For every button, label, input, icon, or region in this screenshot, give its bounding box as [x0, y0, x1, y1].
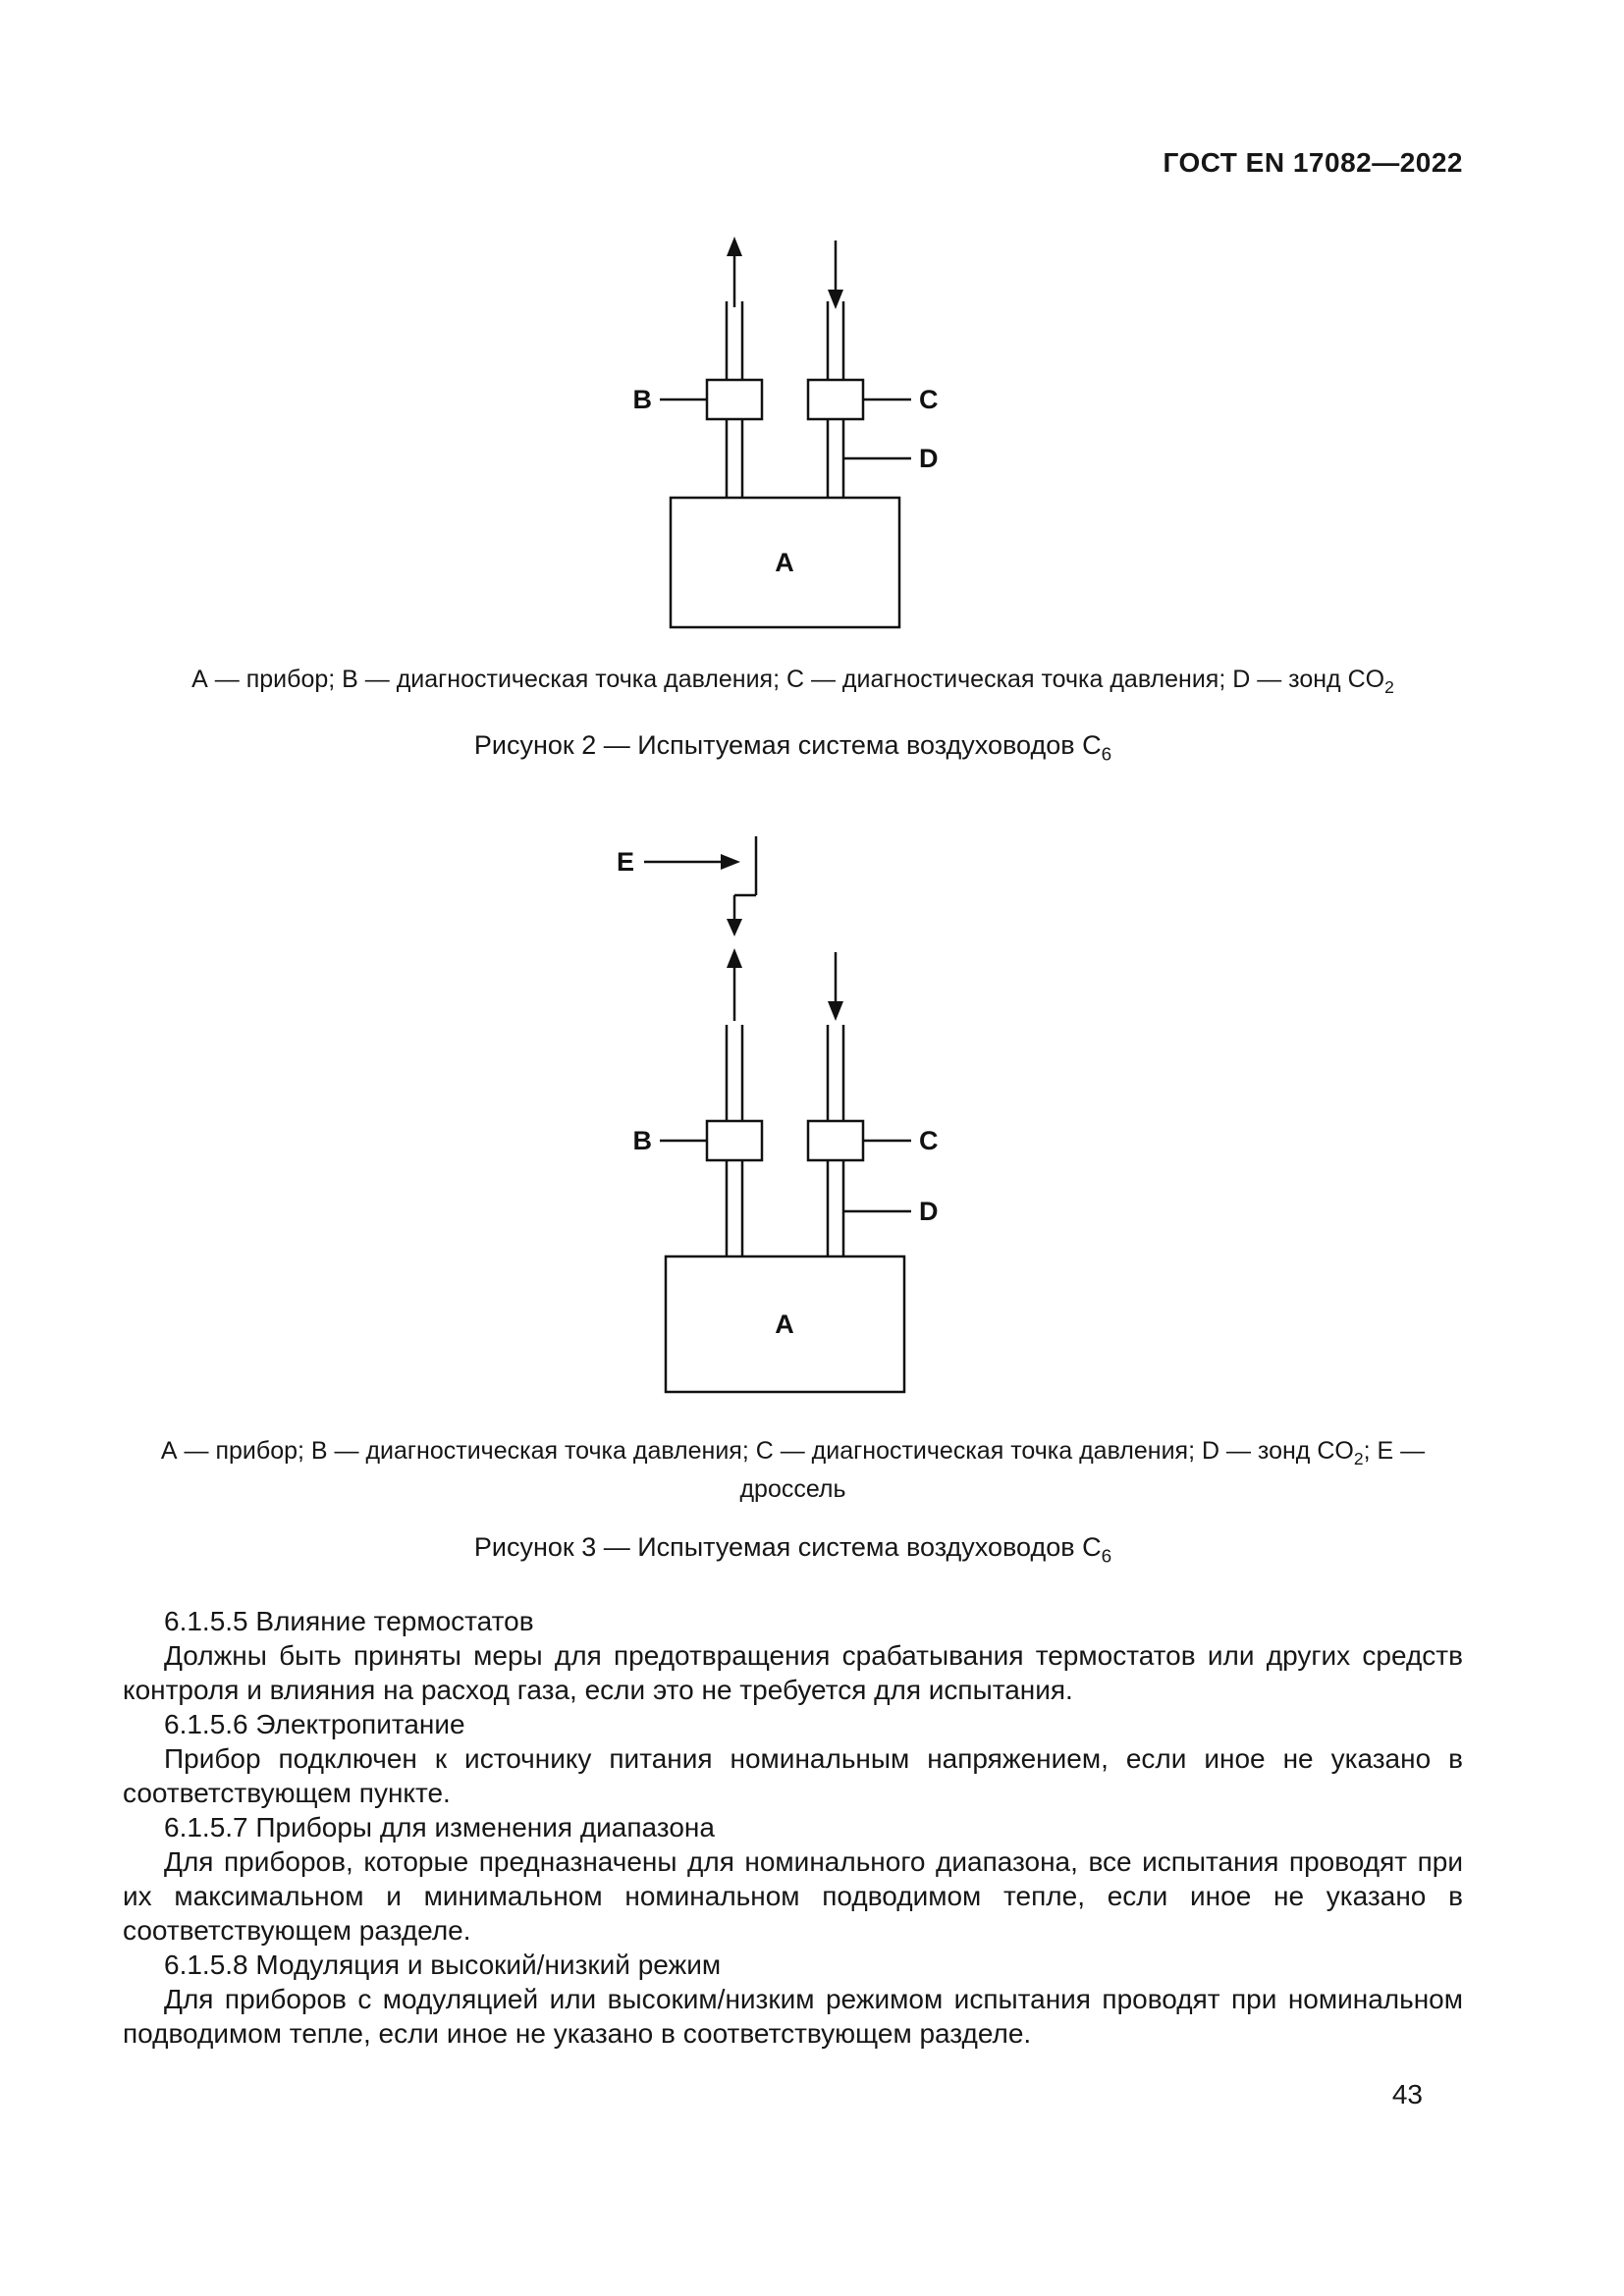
figure2-svg: [597, 233, 990, 630]
figure2-caption: [123, 728, 1463, 772]
fig2-label-d: D: [918, 444, 938, 473]
fig3-label-d: D: [918, 1197, 938, 1227]
fig3-label-e: E: [616, 847, 634, 878]
figure2-caption-subscript: 6: [1101, 744, 1112, 766]
figure2-legend-subscript: 2: [1384, 677, 1394, 697]
fig3-outlet-arrowhead-up: [727, 948, 742, 968]
fig2-label-c: C: [918, 385, 938, 414]
fig3-e-arrowhead-right: [721, 854, 740, 870]
body-text: [123, 1604, 1463, 2051]
figure2-legend-text: А — прибор; B — диагностическая точка давления; C — диагностическая точка давления; D — зонд CO: [191, 666, 1385, 693]
clause-6-1-5-8-title: 6.1.5.8 Модуляция и высокий/низкий режим: [164, 1949, 722, 1980]
fig3-inlet-arrowhead-down: [828, 1001, 843, 1021]
fig3-pressure-tap-c: [808, 1121, 863, 1160]
figure3-diagram: [123, 832, 1463, 1407]
figure3-legend-text: А — прибор; B — диагностическая точка давления; C — диагностическая точка давления; D — зонд CO: [160, 1437, 1354, 1466]
figure2-caption-text: Рисунок 2 — Испытуемая система воздуховодов C: [473, 730, 1102, 760]
clause-6-1-5-8-text: Для приборов с модуляцией или высоким/низким режимом испытания проводят при номинальном подводимом тепле, если иное не указано в соответствующем разделе.: [123, 1983, 1463, 2049]
fig2-label-b: B: [632, 385, 652, 414]
figure3-legend-subscript: 2: [1353, 1449, 1364, 1469]
clause-6-1-5-5-title: 6.1.5.5 Влияние термостатов: [164, 1605, 534, 1636]
figure3-legend: [123, 1436, 1463, 1505]
figure3-svg: [597, 832, 990, 1402]
figure3-caption-subscript: 6: [1101, 1546, 1112, 1568]
clause-6-1-5-5-text: Должны быть приняты меры для предотвращения срабатывания термостатов или других средств контроля и влияния на расход газа, если это не требуется для испытания.: [123, 1639, 1463, 1705]
fig3-label-a: A: [774, 1309, 794, 1340]
fig2-inlet-arrowhead-down: [828, 290, 843, 309]
clause-6-1-5-6-text: Прибор подключен к источнику питания номинальным напряжением, если иное не указано в соответствующем пункте.: [123, 1742, 1463, 1808]
fig3-label-b: B: [632, 1126, 652, 1156]
clause-6-1-5-6-title: 6.1.5.6 Электропитание: [164, 1708, 465, 1739]
figure2-diagram: [123, 233, 1463, 635]
clause-6-1-5-7-title: 6.1.5.7 Приборы для изменения диапазона: [164, 1811, 715, 1842]
figure3-caption: [123, 1530, 1463, 1574]
fig2-label-a: A: [774, 548, 794, 577]
fig2-pressure-tap-b: [707, 380, 762, 419]
clause-6-1-5-7-text: Для приборов, которые предназначены для номинального диапазона, все испытания проводят при их максимальном и минимальном номинальном подводимом тепле, если иное не указано в соответствующем разделе.: [123, 1845, 1463, 1946]
figure3-caption-text: Рисунок 3 — Испытуемая система воздуховодов C: [473, 1532, 1102, 1563]
figure2-legend: [123, 665, 1463, 703]
fig3-pressure-tap-b: [707, 1121, 762, 1160]
fig3-label-c: C: [918, 1126, 938, 1156]
doc-header: ГОСТ EN 17082—2022: [1163, 147, 1463, 178]
page-number: 43: [1391, 2079, 1423, 2109]
fig3-throttle-arrowhead-down: [727, 919, 742, 936]
fig2-outlet-arrowhead-up: [727, 237, 742, 256]
figure3-legend-text-end: ; E — дроссель: [739, 1437, 1426, 1504]
fig2-pressure-tap-c: [808, 380, 863, 419]
